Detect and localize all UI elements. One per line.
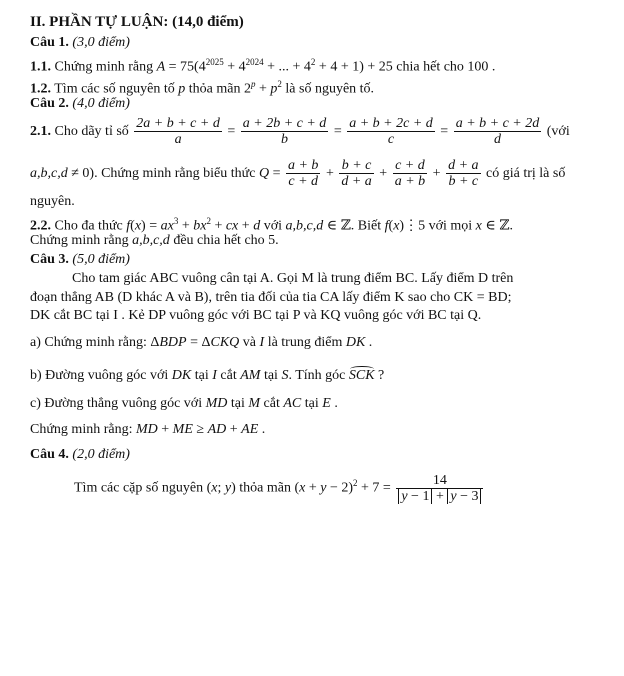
question-1-title: Câu 1. (3,0 điểm) xyxy=(30,35,130,50)
angle-sck: SCK xyxy=(348,368,375,383)
question-1-2: 1.2. Tìm các số nguyên tố p thỏa mãn $2^p + p^2$ là số nguyên tố. xyxy=(30,79,375,97)
question-3-line2: đoạn thẳng AB (D khác A và B), trên tia đối của tia CA lấy điểm K sao cho CK = BD; xyxy=(30,290,512,305)
section-title: II. PHẦN TỰ LUẬN: (14,0 điểm) xyxy=(30,14,244,30)
question-2-1-line2: a,b,c,d ≠ 0). Chứng minh rằng biểu thức Q = $\frac{a + b}{c + d}$ + $\frac{b + c}{d + a}$ + $\frac{c + d}{a + b}$ + $\frac{d + a}{b + c}$ có giá trị là số xyxy=(30,158,566,190)
question-2-1-line3: nguyên. xyxy=(30,194,75,209)
question-2-1-line1: 2.1. Cho dãy tỉ số $\frac{2a + b + c + d}{a}$ = $\frac{a + 2b + c + d}{b}$ = $\frac{a + b + 2c + d}{c}$ = $\frac{a + b + c + 2d}{d}$ (với xyxy=(30,116,570,148)
question-4-body: Tìm các cặp số nguyên (x; y) thỏa mãn $(x + y - 2)^2 + 7$ = $\frac{14}{y - 1 + y - 3}$ xyxy=(74,466,485,506)
question-3-line3: DK cắt BC tại I . Kẻ DP vuông góc với BC tại P và KQ vuông góc với BC tại Q. xyxy=(30,308,482,323)
question-3-d: Chứng minh rằng: MD + ME ≥ AD + AE . xyxy=(30,422,266,437)
question-2-title: Câu 2. (4,0 điểm) xyxy=(30,96,130,111)
question-2-2-line2: Chứng minh rằng a,b,c,d đều chia hết cho 5. xyxy=(30,233,279,248)
question-4-title: Câu 4. (2,0 điểm) xyxy=(30,447,130,462)
question-3-line1: Cho tam giác ABC vuông cân tại A. Gọi M là trung điểm BC. Lấy điểm D trên xyxy=(72,271,514,286)
question-3-b: b) Đường vuông góc với DK tại I cắt AM tại S. Tính góc SCK ? xyxy=(30,368,385,383)
question-1-1: 1.1. Chứng minh rằng $A = 75(4^{2025} + 4^{2024}$ + ... + $4^2 + 4 + 1) + 25$ chia hết cho 100 . xyxy=(30,57,496,75)
question-2-2-line1: 2.2. Cho đa thức $f(x) = ax^3 + bx^2$ + cx + d với a,b,c,d ∈ ℤ. Biết f(x)⋮5 với mọi x ∈ ℤ. xyxy=(30,216,513,234)
question-4-fraction: $\frac{14}{y - 1 + y - 3}$ xyxy=(396,473,483,504)
question-3-title: Câu 3. (5,0 điểm) xyxy=(30,252,130,267)
question-3-a: a) Chứng minh rằng: ΔBDP = ΔCKQ và I là trung điểm DK . xyxy=(30,335,373,350)
question-3-c: c) Đường thẳng vuông góc với MD tại M cắt AC tại E . xyxy=(30,396,338,411)
